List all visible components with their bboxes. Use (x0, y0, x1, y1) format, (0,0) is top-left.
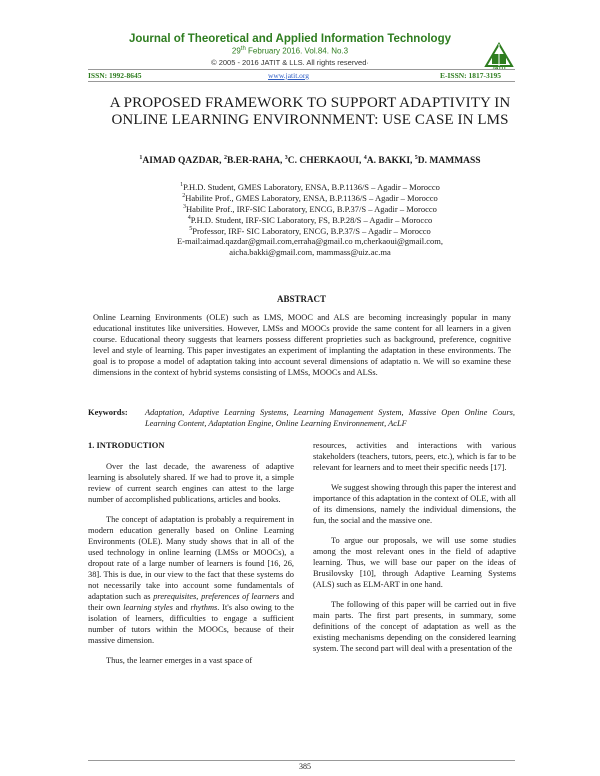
section-heading: 1. INTRODUCTION (88, 440, 165, 450)
footer-rule (88, 760, 515, 761)
abstract-heading: ABSTRACT (276, 294, 326, 304)
left-column (88, 461, 294, 675)
paragraph: We suggest showing through this paper the interest and importance of this adaptation in the context of OLE, with all of its dimensions, namely the individual dimensions, the fun, the social and the massive one. (313, 483, 516, 525)
author-emails: aicha.bakki@gmail.com, mammass@uiz.ac.ma (229, 247, 391, 257)
paragraph: To argue our proposals, we will use some studies among the most relevant ones in the field of adaptive learning. Thus, we will base our paper on the ideas of Brusilovsky [10], through Adaptive Learning Systems (ALS) such as ELM-ART in one hand. (313, 536, 516, 589)
header-rule-bottom (88, 81, 515, 82)
author-emails: E-mail:aimad.qazdar@gmail.com,erraha@gmail.co m,cherkaoui@gmail.com, (176, 236, 444, 246)
keywords-text: Adaptation, Adaptive Learning Systems, Learning Management System, Massive Open Online Cours, Learning Content, Adaptation Engine, Online Learning Environnement, AcLF (145, 408, 515, 428)
paragraph: Thus, the learner emerges in a vast space of (106, 656, 253, 665)
affiliation: $^5$Professor, IRF- SIC Laboratory, ENCG, B.P.37/S – Agadir – Morocco (189, 225, 431, 236)
paragraph: Over the last decade, the awareness of adaptive learning is absolutely shared. If we had to prove it, a simple review of current search engines can attest to the large number of accomplished publications, articles and books. (88, 462, 294, 504)
affiliation: $^1$P.H.D. Student, GMES Laboratory, ENSA, B.P.1136/S – Agadir – Morocco (180, 181, 440, 192)
paper-title: A PROPOSED FRAMEWORK TO SUPPORT ADAPTIVITY IN ONLINE LEARNING ENVIRONNMENT: USE CASE IN LMS (109, 95, 511, 128)
author-list: $^1$AIMAD QAZDAR, $^2$B.ER-RAHA, $^3$C. CHERKAOUI, $^4$A. BAKKI, $^5$D. MAMMASS (139, 155, 481, 167)
eissn: E-ISSN: 1817-3195 (440, 71, 502, 80)
header-rule-top (88, 69, 515, 70)
abstract-text: Online Learning Environments (OLE) such as LMS, MOOC and ALS are becoming increasingly popular in many educational institutes like universities. However, LMSs and MOOCs provide the same content for all learners in a given course. Educational theory suggests that learners possess different proprieties such as background, preference, cognitive level and style of learning. This paper investigates an experiment of implanting the adaptation in these environments. The goal is to propose a model of adaptation taking into account several dimensions of adaptatio n. We will so examine these dimensions in the context of hybrid systems consisting of LMSs, MOOCs and ALSs. (93, 313, 511, 377)
keywords-label: Keywords: (88, 407, 128, 417)
right-column (313, 440, 516, 663)
journal-copyright: © 2005 - 2016 JATIT & LLS. All rights reserved· (211, 58, 369, 67)
journal-link[interactable]: www.jatit.org (268, 71, 310, 80)
journal-date: 29th February 2016. Vol.84. No.3 (231, 46, 349, 56)
affiliation: $^2$Habilite Prof., GMES Laboratory, ENSA, B.P.1136/S – Agadir – Morocco (182, 192, 438, 203)
logo-label: JATIT (491, 66, 507, 72)
page-number: 385 (299, 762, 311, 771)
paragraph: The concept of adaptation is probably a requirement in modern education generally based on Online Learning Environments (OLE). Many study shows that in all of the used technology in online learning (LMSs or MOOCs), a dropout rate of a large number of learners is found [16, 26, 38]. This is due, in our view to the fact that these systems do not necessarily take into account some fundamentals of adaptation such as prerequisites, preferences of learners and their own learning styles and rhythms. It's also owing to the isolation of learners, difficulties to engage a sufficient number of tutors within the MOOCs, because of their massive dimension. (88, 515, 295, 645)
issn: ISSN: 1992-8645 (88, 71, 142, 80)
paragraph: The following of this paper will be carried out in five main parts. The first part presents, in summary, some definitions of the concept of adaptation as well as the existing mechanisms depending on the considered learning system. The second part will deal with a presentation of the (313, 600, 516, 653)
affiliation: $^4$P.H.D. Student, IRF-SIC Laboratory, FS, B.P.28/S – Agadir – Morocco (187, 214, 433, 225)
paragraph: resources, activities and interactions with various stakeholders (teachers, tutors, peers, etc.), which is far to be relevant for learners and to meet their specific needs [17]. (313, 441, 516, 472)
journal-title: Journal of Theoretical and Applied Information Technology (128, 33, 452, 45)
affiliation: $^3$Habilite Prof., IRF-SIC Laboratory, ENCG, B.P.37/S – Agadir – Morocco (183, 203, 437, 214)
